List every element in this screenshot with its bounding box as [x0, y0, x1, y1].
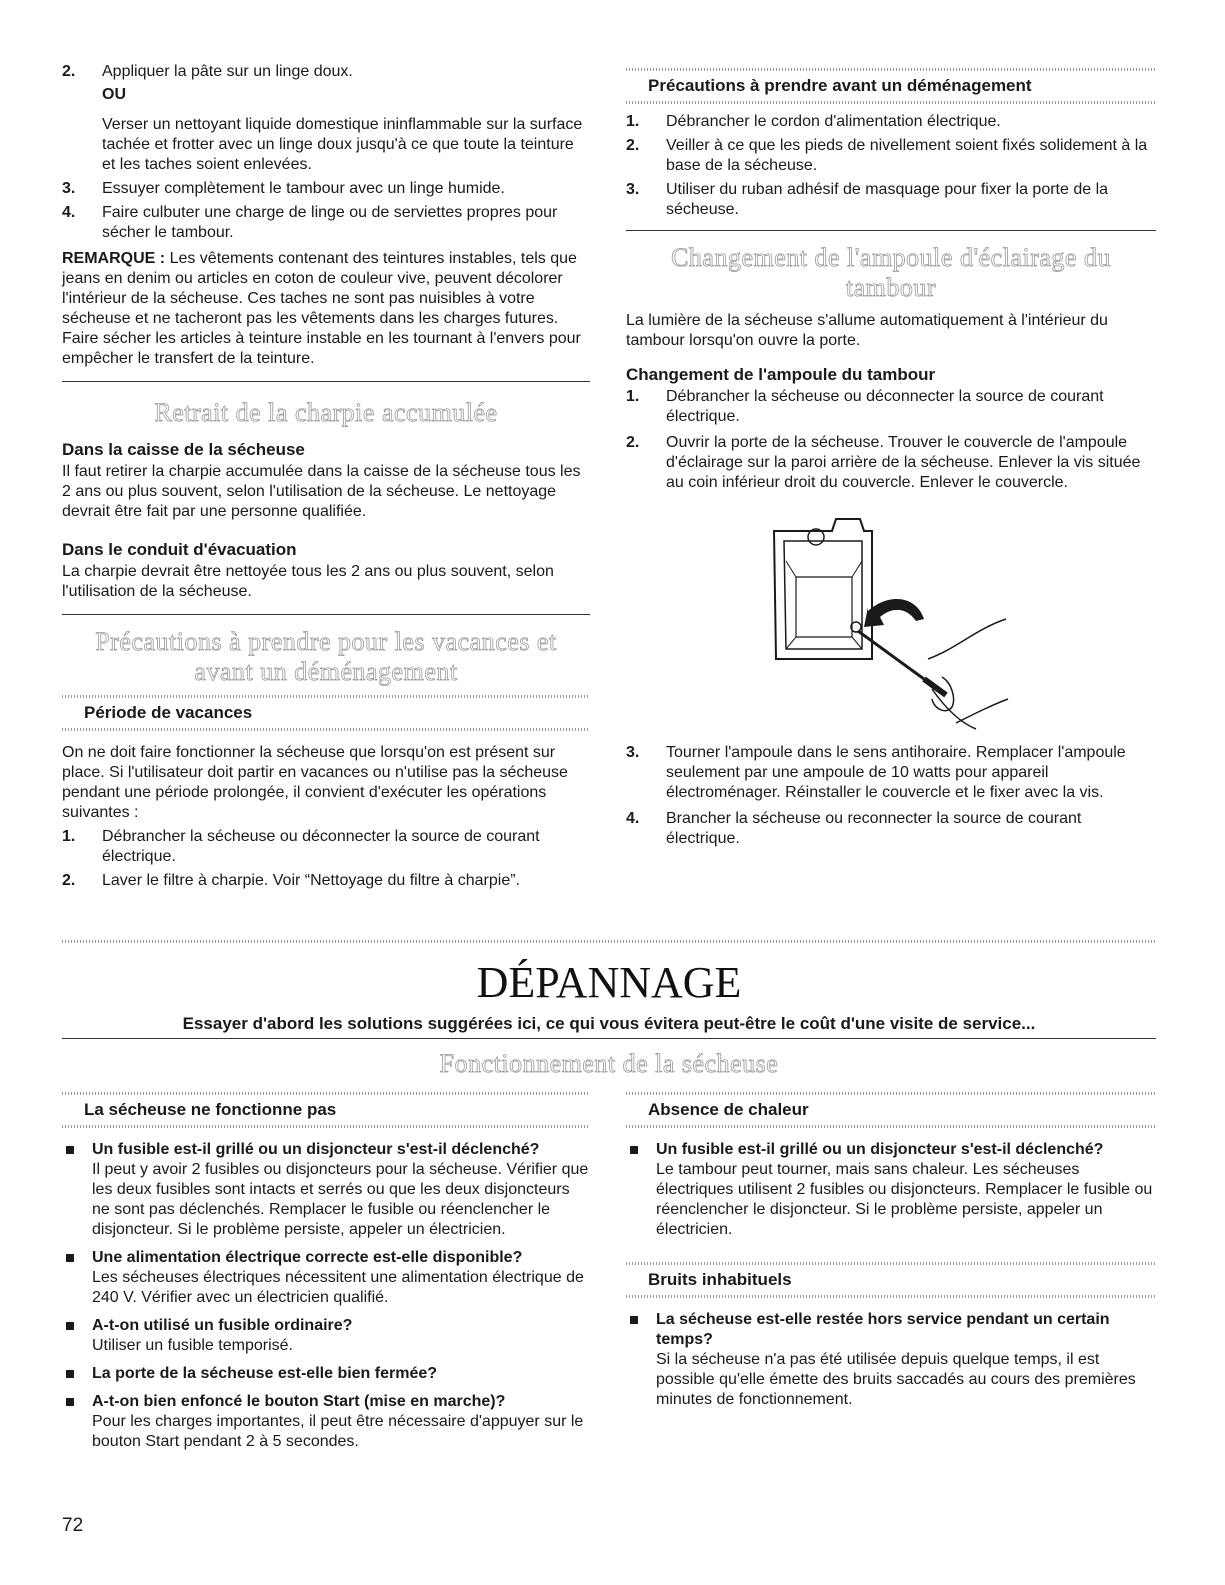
bulb-step-3: [626, 743, 1156, 803]
divider: [62, 1038, 1156, 1039]
bulb-step-4: [626, 809, 1156, 849]
note-text: Les vêtements contenant des teintures instables, tels que jeans en denim ou articles en coton de couleur vive, peuvent décolorer l'intérieur de la sécheuse. Ces taches ne sont pas nuisibles à votre sécheuse et ne tacheront pas les vêtements dans les charges futures. Faire sécher les articles à teinture instable en les tournant à l'envers pour empêcher le transfert de la teinture.: [62, 250, 581, 367]
answer: Utiliser un fusible temporisé.: [92, 1337, 293, 1354]
hatch-rule: [62, 728, 590, 731]
hatch-rule: [626, 101, 1156, 104]
answer: Si la sécheuse n'a pas été utilisée depuis quelque temps, il est possible qu'elle émette des bruits saccadés au cours des premières minutes de fonctionnement.: [656, 1351, 1136, 1408]
troubleshooting-subtitle: Essayer d'abord les solutions suggérées ici, ce qui vous évitera peut-être le coût d'une visite de service...: [182, 1014, 1036, 1033]
step-2: [62, 62, 590, 175]
bullet-icon: [62, 1392, 92, 1452]
step-text: Débrancher la sécheuse ou déconnecter la source de courant électrique.: [102, 828, 540, 865]
bulb-step-1: [626, 387, 1156, 427]
vacation-step-1: [62, 827, 590, 867]
note-label: REMARQUE :: [62, 250, 166, 267]
answer: Pour les charges importantes, il peut être nécessaire d'appuyer sur le bouton Start pendant 2 à 5 secondes.: [92, 1413, 584, 1450]
hatch-rule: [62, 940, 1156, 943]
question: A-t-on bien enfoncé le bouton Start (mise en marche)?: [92, 1393, 506, 1410]
troubleshooting-header: [62, 958, 1156, 1034]
step-3: [62, 179, 590, 199]
bulb-step-2: [626, 433, 1156, 493]
list-item: [62, 1364, 590, 1384]
step-number: 4.: [62, 204, 76, 221]
bulb-section-heading: Changement de l'ampoule d'éclairage du tambour: [671, 243, 1111, 302]
right-column: [626, 68, 1156, 849]
question: Un fusible est-il grillé ou un disjoncteur s'est-il déclenché?: [92, 1141, 540, 1158]
step-alt-text: Verser un nettoyant liquide domestique ininflammable sur la surface tachée et frotter avec un linge doux jusqu'à ce que toute la teinture et les taches soient enlevées.: [102, 116, 583, 173]
list-item: [62, 1392, 590, 1452]
step-number: 3.: [626, 744, 640, 761]
moving-box-heading: Précautions à prendre avant un déménagement: [648, 76, 1032, 95]
moving-step-3: [626, 180, 1156, 220]
question: La sécheuse est-elle restée hors service pendant un certain temps?: [656, 1311, 1110, 1348]
step-text: Tourner l'ampoule dans le sens antihoraire. Remplacer l'ampoule seulement par une ampoule de 10 watts pour appareil électroménager. Réinstaller le couvercle et le fixer avec la vis.: [666, 744, 1126, 801]
bullet-icon: [62, 1316, 92, 1356]
left-column: [62, 62, 590, 891]
list-item: [626, 1310, 1156, 1410]
step-text: Veiller à ce que les pieds de nivellement soient fixés solidement à la base de la sécheuse.: [666, 137, 1148, 174]
question: La porte de la sécheuse est-elle bien fermée?: [92, 1365, 438, 1382]
step-number: 2.: [62, 63, 76, 80]
bullet-icon: [626, 1310, 656, 1410]
question: Un fusible est-il grillé ou un disjoncteur s'est-il déclenché?: [656, 1141, 1104, 1158]
step-text: Utiliser du ruban adhésif de masquage pour fixer la porte de la sécheuse.: [666, 181, 1109, 218]
step-text: Ouvrir la porte de la sécheuse. Trouver le couvercle de l'ampoule d'éclairage sur la paroi arrière de la sécheuse. Enlever la vis située au coin inférieur droit du couvercle. Enlever le couvercle.: [666, 434, 1141, 491]
step-text: Brancher la sécheuse ou reconnecter la source de courant électrique.: [666, 810, 1082, 847]
step-number: 3.: [626, 181, 640, 198]
list-item: [62, 1140, 590, 1240]
moving-step-2: [626, 136, 1156, 176]
hatch-rule: [626, 1295, 1156, 1298]
step-number: 2.: [626, 434, 640, 451]
note-paragraph: [62, 249, 590, 369]
step-number: 3.: [62, 180, 76, 197]
bullet-icon: [62, 1364, 92, 1384]
list-item: [62, 1316, 590, 1356]
cabinet-text: Il faut retirer la charpie accumulée dans la caisse de la sécheuse tous les 2 ans ou plus souvent, selon l'utilisation de la sécheuse. Le nettoyage devrait être fait par une personne qualifiée.: [62, 463, 581, 520]
bullet-icon: [626, 1140, 656, 1240]
no-heat-and-noise-section: [626, 1092, 1156, 1410]
moving-step-1: [626, 112, 1156, 132]
bullet-icon: [62, 1140, 92, 1240]
bulb-intro: La lumière de la sécheuse s'allume automatiquement à l'intérieur du tambour lorsqu'on ouvre la porte.: [626, 312, 1108, 349]
section-band: [62, 1038, 1156, 1079]
step-text: Faire culbuter une charge de linge ou de serviettes propres pour sécher le tambour.: [102, 204, 558, 241]
bulb-subheading: Changement de l'ampoule du tambour: [626, 365, 936, 384]
lint-section-heading: Retrait de la charpie accumulée: [154, 398, 498, 427]
dryer-operation-heading: Fonctionnement de la sécheuse: [439, 1049, 779, 1078]
not-running-heading: La sécheuse ne fonctionne pas: [84, 1100, 337, 1119]
step-4: [62, 203, 590, 243]
duct-heading: Dans le conduit d'évacuation: [62, 540, 297, 559]
step-number: 1.: [626, 388, 640, 405]
step-number: 1.: [62, 828, 76, 845]
list-item: [626, 1140, 1156, 1240]
step-text: Laver le filtre à charpie. Voir “Nettoyage du filtre à charpie”.: [102, 872, 520, 889]
page-number: 72: [62, 1515, 84, 1536]
vacation-box-heading: Période de vacances: [84, 703, 253, 722]
list-item: [62, 1248, 590, 1308]
vacation-step-2: [62, 871, 590, 891]
not-running-section: [62, 1092, 590, 1452]
question: Une alimentation électrique correcte est-elle disponible?: [92, 1249, 523, 1266]
step-number: 4.: [626, 810, 640, 827]
step-text: Appliquer la pâte sur un linge doux.: [102, 63, 353, 80]
answer: Il peut y avoir 2 fusibles ou disjoncteurs pour la sécheuse. Vérifier que les deux fusibles sont intacts et serrés ou que les deux disjoncteurs ne sont pas déclenchés. Remplacer le fusible ou réenclencher le disjoncteur. Si le problème persiste, appeler un électricien.: [92, 1161, 589, 1238]
step-number: 2.: [626, 137, 640, 154]
or-label: OU: [102, 86, 126, 103]
step-number: 1.: [626, 113, 640, 130]
cabinet-heading: Dans la caisse de la sécheuse: [62, 440, 305, 459]
step-text: Débrancher la sécheuse ou déconnecter la source de courant électrique.: [666, 388, 1104, 425]
divider: [62, 614, 590, 615]
step-text: Débrancher le cordon d'alimentation électrique.: [666, 113, 1001, 130]
answer: Les sécheuses électriques nécessitent une alimentation électrique de 240 V. Vérifier avec un électricien qualifié.: [92, 1269, 584, 1306]
noises-heading: Bruits inhabituels: [648, 1270, 792, 1289]
answer: Le tambour peut tourner, mais sans chaleur. Les sécheuses électriques utilisent 2 fusibles ou disjoncteurs. Remplacer le fusible ou réenclencher le disjoncteur. Si le problème persiste, appeler un électricien.: [656, 1161, 1153, 1238]
troubleshooting-title: DÉPANNAGE: [476, 958, 742, 1007]
vacation-text: On ne doit faire fonctionner la sécheuse que lorsqu'on est présent sur place. Si l'utilisateur doit partir en vacances ou n'utilise pas la sécheuse pendant une période prolongée, il convient d'exécuter les opérations suivantes :: [62, 744, 568, 821]
question: A-t-on utilisé un fusible ordinaire?: [92, 1317, 353, 1334]
divider: [62, 381, 590, 382]
divider: [626, 230, 1156, 231]
duct-text: La charpie devrait être nettoyée tous les 2 ans ou plus souvent, selon l'utilisation de la sécheuse.: [62, 563, 554, 600]
bullet-icon: [62, 1248, 92, 1308]
step-number: 2.: [62, 872, 76, 889]
bulb-cover-illustration: [756, 509, 1016, 733]
no-heat-heading: Absence de chaleur: [648, 1100, 809, 1119]
vacation-section-heading: Précautions à prendre pour les vacances et avant un déménagement: [95, 627, 557, 686]
step-text: Essuyer complètement le tambour avec un linge humide.: [102, 180, 505, 197]
hatch-rule: [626, 1125, 1156, 1128]
hatch-rule: [62, 1125, 590, 1128]
